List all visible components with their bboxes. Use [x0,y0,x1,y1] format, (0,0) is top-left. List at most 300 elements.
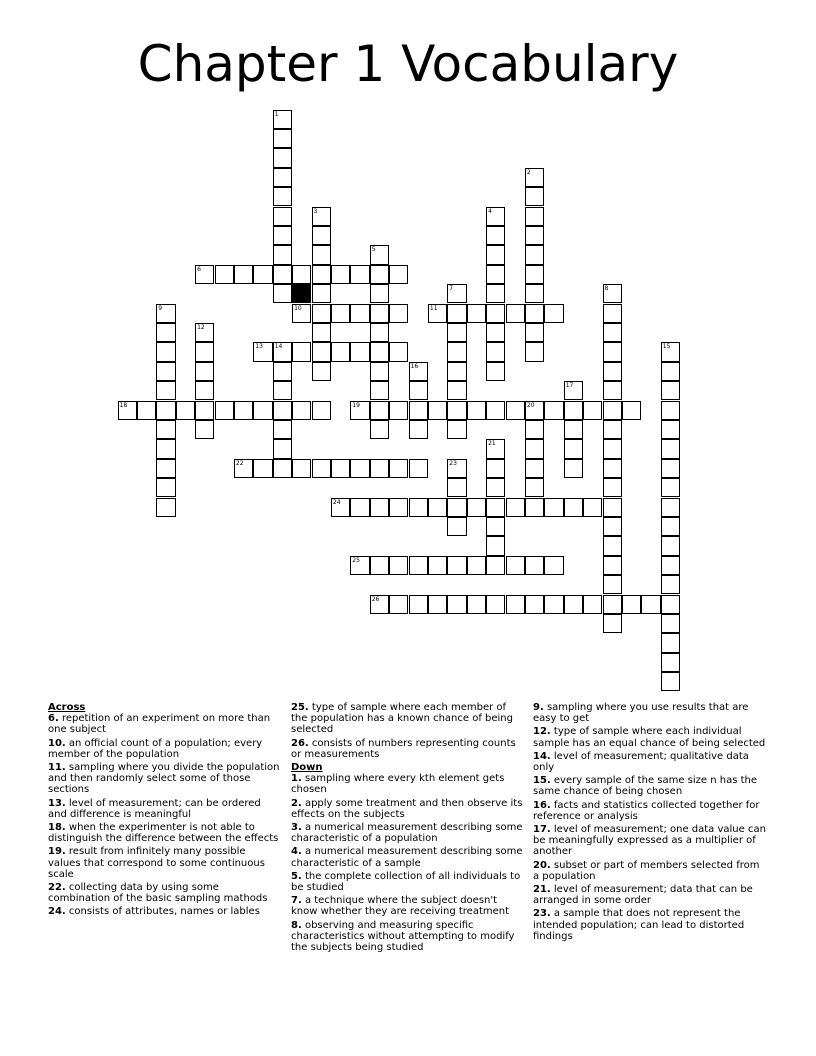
clue-text: sampling where you use results that are easy to get [533,702,749,725]
grid-cell[interactable] [312,207,331,226]
grid-cell[interactable] [603,342,622,361]
clue-number: 21. [533,884,551,896]
clue-number: 13. [48,797,66,809]
grid-cell[interactable] [156,362,175,381]
grid-cell[interactable] [447,401,466,420]
grid-cell[interactable] [525,420,544,439]
clue-text: a technique where the subject doesn't know whether they are receiving treatment [291,895,510,918]
grid-cell[interactable] [312,304,331,323]
clue-number-label: 24 [332,498,341,506]
grid-cell[interactable] [447,517,466,536]
grid-cell[interactable] [370,595,389,614]
grid-cell[interactable] [486,245,505,264]
grid-cell[interactable] [506,556,525,575]
grid-cell[interactable] [292,304,311,323]
grid-cell[interactable] [312,342,331,361]
clue-number-label: 17 [565,382,574,390]
grid-cell[interactable] [525,595,544,614]
grid-cell[interactable] [331,304,350,323]
grid-cell[interactable] [273,265,292,284]
grid-cell[interactable] [661,672,680,691]
grid-cell[interactable] [234,265,253,284]
grid-cell[interactable] [603,595,622,614]
clue-25 [291,702,525,736]
grid-cell[interactable] [603,381,622,400]
grid-cell[interactable] [525,265,544,284]
clue-1 [291,773,525,795]
clue-text: a numerical measurement describing some characteristic of a sample [291,846,523,869]
grid-cell[interactable] [583,595,602,614]
black-cell [292,284,311,303]
grid-cell[interactable] [370,420,389,439]
grid-cell[interactable] [370,284,389,303]
grid-cell[interactable] [312,323,331,342]
grid-cell[interactable] [447,595,466,614]
clue-number: 12. [533,726,551,738]
grid-cell[interactable] [525,342,544,361]
clue-text: type of sample where each individual sample has an equal chance of being selected [533,726,766,749]
grid-cell[interactable] [603,420,622,439]
grid-cell[interactable] [292,342,311,361]
grid-cell[interactable] [409,459,428,478]
grid-cell[interactable] [273,226,292,245]
grid-cell[interactable] [564,420,583,439]
grid-cell[interactable] [195,420,214,439]
grid-cell[interactable] [389,595,408,614]
grid-cell[interactable] [447,420,466,439]
grid-cell[interactable] [467,498,486,517]
grid-cell[interactable] [661,536,680,555]
grid-cell[interactable] [525,187,544,206]
grid-cell[interactable] [564,595,583,614]
clue-26 [291,738,525,760]
grid-cell[interactable] [195,265,214,284]
grid-cell[interactable] [370,381,389,400]
grid-cell[interactable] [641,595,660,614]
clue-text: level of measurement; can be ordered and difference is meaningful [48,797,261,820]
grid-cell[interactable] [312,362,331,381]
grid-cell[interactable] [156,459,175,478]
grid-cell[interactable] [525,401,544,420]
clue-number-label: 1 [274,110,279,118]
grid-cell[interactable] [486,362,505,381]
grid-cell[interactable] [331,342,350,361]
grid-cell[interactable] [525,478,544,497]
grid-cell[interactable] [428,498,447,517]
grid-cell[interactable] [409,420,428,439]
grid-cell[interactable] [544,556,563,575]
clue-number-label: 13 [255,343,263,351]
clue-12 [533,726,767,748]
grid-cell[interactable] [273,148,292,167]
grid-cell[interactable] [603,362,622,381]
clue-text: a numerical measurement describing some characteristic of a population [291,822,523,845]
down-heading: Down [291,762,323,774]
clue-2 [291,798,525,820]
clue-number: 14. [533,750,551,762]
clue-number-label: 23 [449,459,457,467]
grid-cell[interactable] [486,265,505,284]
grid-cell[interactable] [428,556,447,575]
clue-number-label: 10 [294,304,302,312]
grid-cell[interactable] [273,245,292,264]
grid-cell[interactable] [661,478,680,497]
clue-text: consists of numbers representing counts or measurements [291,737,516,760]
grid-cell[interactable] [447,362,466,381]
grid-cell[interactable] [544,401,563,420]
clue-text: when the experimenter is not able to distinguish the difference between the effects [48,822,279,845]
grid-cell[interactable] [350,459,369,478]
grid-cell[interactable] [564,401,583,420]
clue-number: 3. [291,822,302,834]
grid-cell[interactable] [350,342,369,361]
grid-cell[interactable] [661,575,680,594]
clue-number: 9. [533,702,544,713]
grid-cell[interactable] [312,401,331,420]
grid-cell[interactable] [603,498,622,517]
clue-15 [533,775,767,797]
grid-cell[interactable] [525,207,544,226]
clue-10 [48,738,280,760]
grid-cell[interactable] [428,595,447,614]
grid-cell[interactable] [486,226,505,245]
grid-cell[interactable] [486,342,505,361]
grid-cell[interactable] [428,401,447,420]
grid-cell[interactable] [312,265,331,284]
grid-cell[interactable] [370,401,389,420]
clue-4 [291,846,525,868]
grid-cell[interactable] [292,265,311,284]
grid-cell[interactable] [195,362,214,381]
grid-cell[interactable] [156,498,175,517]
grid-cell[interactable] [409,498,428,517]
grid-cell[interactable] [409,595,428,614]
grid-cell[interactable] [525,245,544,264]
clue-number-label: 16 [410,362,419,370]
clue-number-label: 14 [274,343,283,351]
grid-cell[interactable] [506,401,525,420]
grid-cell[interactable] [661,556,680,575]
grid-cell[interactable] [370,304,389,323]
clue-number-label: 21 [488,440,496,448]
grid-cell[interactable] [564,498,583,517]
clue-number: 25. [291,702,309,713]
clue-text: apply some treatment and then observe its effects on the subjects [291,797,523,820]
grid-cell[interactable] [486,536,505,555]
grid-cell[interactable] [350,498,369,517]
clue-3 [291,822,525,844]
grid-cell[interactable] [195,381,214,400]
grid-cell[interactable] [409,556,428,575]
grid-cell[interactable] [409,362,428,381]
grid-cell[interactable] [661,517,680,536]
grid-cell[interactable] [622,401,641,420]
clue-number: 17. [533,824,551,836]
grid-cell[interactable] [447,498,466,517]
grid-cell[interactable] [273,401,292,420]
grid-cell[interactable] [389,401,408,420]
grid-cell[interactable] [215,401,234,420]
grid-cell[interactable] [486,304,505,323]
grid-cell[interactable] [389,265,408,284]
grid-cell[interactable] [603,323,622,342]
grid-cell[interactable] [661,362,680,381]
clue-number-label: 22 [235,459,244,467]
grid-cell[interactable] [370,459,389,478]
grid-cell[interactable] [525,304,544,323]
grid-cell[interactable] [486,284,505,303]
grid-cell[interactable] [603,575,622,594]
grid-cell[interactable] [350,304,369,323]
grid-cell[interactable] [486,498,505,517]
clue-17 [533,824,767,858]
clue-6 [48,713,280,735]
clue-column-3 [533,702,767,944]
grid-cell[interactable] [389,459,408,478]
grid-cell[interactable] [661,439,680,458]
grid-cell[interactable] [447,304,466,323]
grid-cell[interactable] [447,381,466,400]
clue-number-label: 18 [119,401,128,409]
grid-cell[interactable] [350,265,369,284]
grid-cell[interactable] [661,401,680,420]
grid-cell[interactable] [467,304,486,323]
grid-cell[interactable] [331,498,350,517]
grid-cell[interactable] [370,245,389,264]
grid-cell[interactable] [467,595,486,614]
clue-number: 10. [48,737,66,749]
clue-number: 26. [291,737,309,749]
grid-cell[interactable] [525,459,544,478]
grid-cell[interactable] [544,304,563,323]
grid-cell[interactable] [253,342,272,361]
grid-cell[interactable] [409,381,428,400]
grid-cell[interactable] [467,556,486,575]
clue-number: 8. [291,919,302,931]
clue-number: 16. [533,799,551,811]
grid-cell[interactable] [312,245,331,264]
clue-text: subset or part of members selected from a population [533,859,760,882]
grid-cell[interactable] [350,556,369,575]
clue-number-label: 20 [526,401,535,409]
grid-cell[interactable] [447,284,466,303]
grid-cell[interactable] [661,595,680,614]
grid-cell[interactable] [486,459,505,478]
clue-number-label: 4 [488,207,492,215]
clue-number-label: 3 [313,207,318,215]
grid-cell[interactable] [506,304,525,323]
grid-cell[interactable] [234,401,253,420]
grid-cell[interactable] [331,265,350,284]
grid-cell[interactable] [156,439,175,458]
grid-cell[interactable] [603,304,622,323]
grid-cell[interactable] [215,265,234,284]
grid-cell[interactable] [603,517,622,536]
grid-cell[interactable] [486,439,505,458]
grid-cell[interactable] [350,401,369,420]
grid-cell[interactable] [525,168,544,187]
clue-24 [48,906,280,917]
clue-23 [533,908,767,942]
grid-cell[interactable] [506,498,525,517]
grid-cell[interactable] [525,556,544,575]
clue-19 [48,846,280,880]
grid-cell[interactable] [195,323,214,342]
grid-cell[interactable] [661,342,680,361]
grid-cell[interactable] [525,226,544,245]
grid-cell[interactable] [118,401,137,420]
grid-cell[interactable] [312,459,331,478]
grid-cell[interactable] [525,498,544,517]
grid-cell[interactable] [447,342,466,361]
grid-cell[interactable] [603,556,622,575]
grid-cell[interactable] [447,478,466,497]
clue-16 [533,800,767,822]
grid-cell[interactable] [273,129,292,148]
grid-cell[interactable] [273,362,292,381]
grid-cell[interactable] [156,342,175,361]
grid-cell[interactable] [253,459,272,478]
clue-number: 15. [533,775,551,787]
grid-cell[interactable] [486,478,505,497]
clue-number: 23. [533,908,551,920]
clue-number: 2. [291,797,302,809]
grid-cell[interactable] [661,633,680,652]
grid-cell[interactable] [137,401,156,420]
grid-cell[interactable] [370,323,389,342]
clue-number: 5. [291,870,302,882]
grid-cell[interactable] [603,536,622,555]
grid-cell[interactable] [603,401,622,420]
grid-cell[interactable] [564,381,583,400]
grid-cell[interactable] [525,439,544,458]
grid-cell[interactable] [603,614,622,633]
grid-cell[interactable] [603,284,622,303]
grid-cell[interactable] [292,459,311,478]
grid-cell[interactable] [273,284,292,303]
grid-cell[interactable] [273,207,292,226]
grid-cell[interactable] [389,498,408,517]
clue-number-label: 6 [197,265,201,273]
grid-cell[interactable] [156,304,175,323]
grid-cell[interactable] [409,401,428,420]
grid-cell[interactable] [273,439,292,458]
grid-cell[interactable] [273,459,292,478]
grid-cell[interactable] [506,595,525,614]
grid-cell[interactable] [156,323,175,342]
grid-cell[interactable] [273,381,292,400]
grid-cell[interactable] [370,498,389,517]
clue-9 [533,702,767,724]
clue-number: 22. [48,882,66,894]
clue-number: 18. [48,822,66,834]
clue-number-label: 15 [662,343,671,351]
grid-cell[interactable] [661,420,680,439]
grid-cell[interactable] [544,498,563,517]
grid-cell[interactable] [661,614,680,633]
grid-cell[interactable] [370,265,389,284]
grid-cell[interactable] [564,459,583,478]
grid-cell[interactable] [273,110,292,129]
clue-text: level of measurement; one data value can be meaningfully expressed as a multiplier of another [533,824,766,858]
clue-text: level of measurement; qualitative data only [533,750,749,774]
grid-cell[interactable] [486,401,505,420]
grid-cell[interactable] [661,381,680,400]
puzzle-title: Chapter 1 Vocabulary [137,35,679,93]
grid-cell[interactable] [603,459,622,478]
grid-cell[interactable] [156,381,175,400]
grid-cell[interactable] [253,401,272,420]
grid-cell[interactable] [156,420,175,439]
grid-cell[interactable] [583,401,602,420]
grid-cell[interactable] [389,556,408,575]
clue-text: collecting data by using some combination of the basic sampling mathods [48,882,268,905]
grid-cell[interactable] [564,439,583,458]
grid-cell[interactable] [486,595,505,614]
grid-cell[interactable] [176,401,195,420]
grid-cell[interactable] [312,226,331,245]
grid-cell[interactable] [525,284,544,303]
grid-cell[interactable] [331,459,350,478]
grid-cell[interactable] [195,401,214,420]
grid-cell[interactable] [486,323,505,342]
grid-cell[interactable] [195,342,214,361]
across-heading: Across [48,702,86,713]
grid-cell[interactable] [370,556,389,575]
grid-cell[interactable] [486,556,505,575]
grid-cell[interactable] [428,304,447,323]
grid-cell[interactable] [253,265,272,284]
grid-cell[interactable] [273,168,292,187]
grid-cell[interactable] [603,478,622,497]
grid-cell[interactable] [447,459,466,478]
clue-text: sampling where every kth element gets chosen [291,773,505,796]
grid-cell[interactable] [312,284,331,303]
clue-7 [291,895,525,917]
clue-number: 4. [291,846,302,858]
clue-number: 20. [533,859,551,871]
grid-cell[interactable] [525,323,544,342]
grid-cell[interactable] [273,187,292,206]
grid-cell[interactable] [622,595,641,614]
grid-cell[interactable] [156,478,175,497]
grid-cell[interactable] [273,420,292,439]
grid-cell[interactable] [486,517,505,536]
grid-cell[interactable] [661,653,680,672]
grid-cell[interactable] [156,401,175,420]
grid-cell[interactable] [603,439,622,458]
clue-number-label: 5 [371,246,376,254]
grid-cell[interactable] [292,401,311,420]
grid-cell[interactable] [389,342,408,361]
grid-cell[interactable] [661,498,680,517]
grid-cell[interactable] [447,556,466,575]
grid-cell[interactable] [544,595,563,614]
grid-cell[interactable] [486,207,505,226]
grid-cell[interactable] [583,498,602,517]
grid-cell[interactable] [389,304,408,323]
clue-8 [291,920,525,954]
grid-cell[interactable] [447,323,466,342]
grid-cell[interactable] [370,342,389,361]
grid-cell[interactable] [467,401,486,420]
clue-number-label: 2 [526,168,531,176]
clue-text: the complete collection of all individuals to be studied [291,870,521,894]
grid-cell[interactable] [370,362,389,381]
grid-cell[interactable] [273,342,292,361]
grid-cell[interactable] [234,459,253,478]
grid-cell[interactable] [661,459,680,478]
